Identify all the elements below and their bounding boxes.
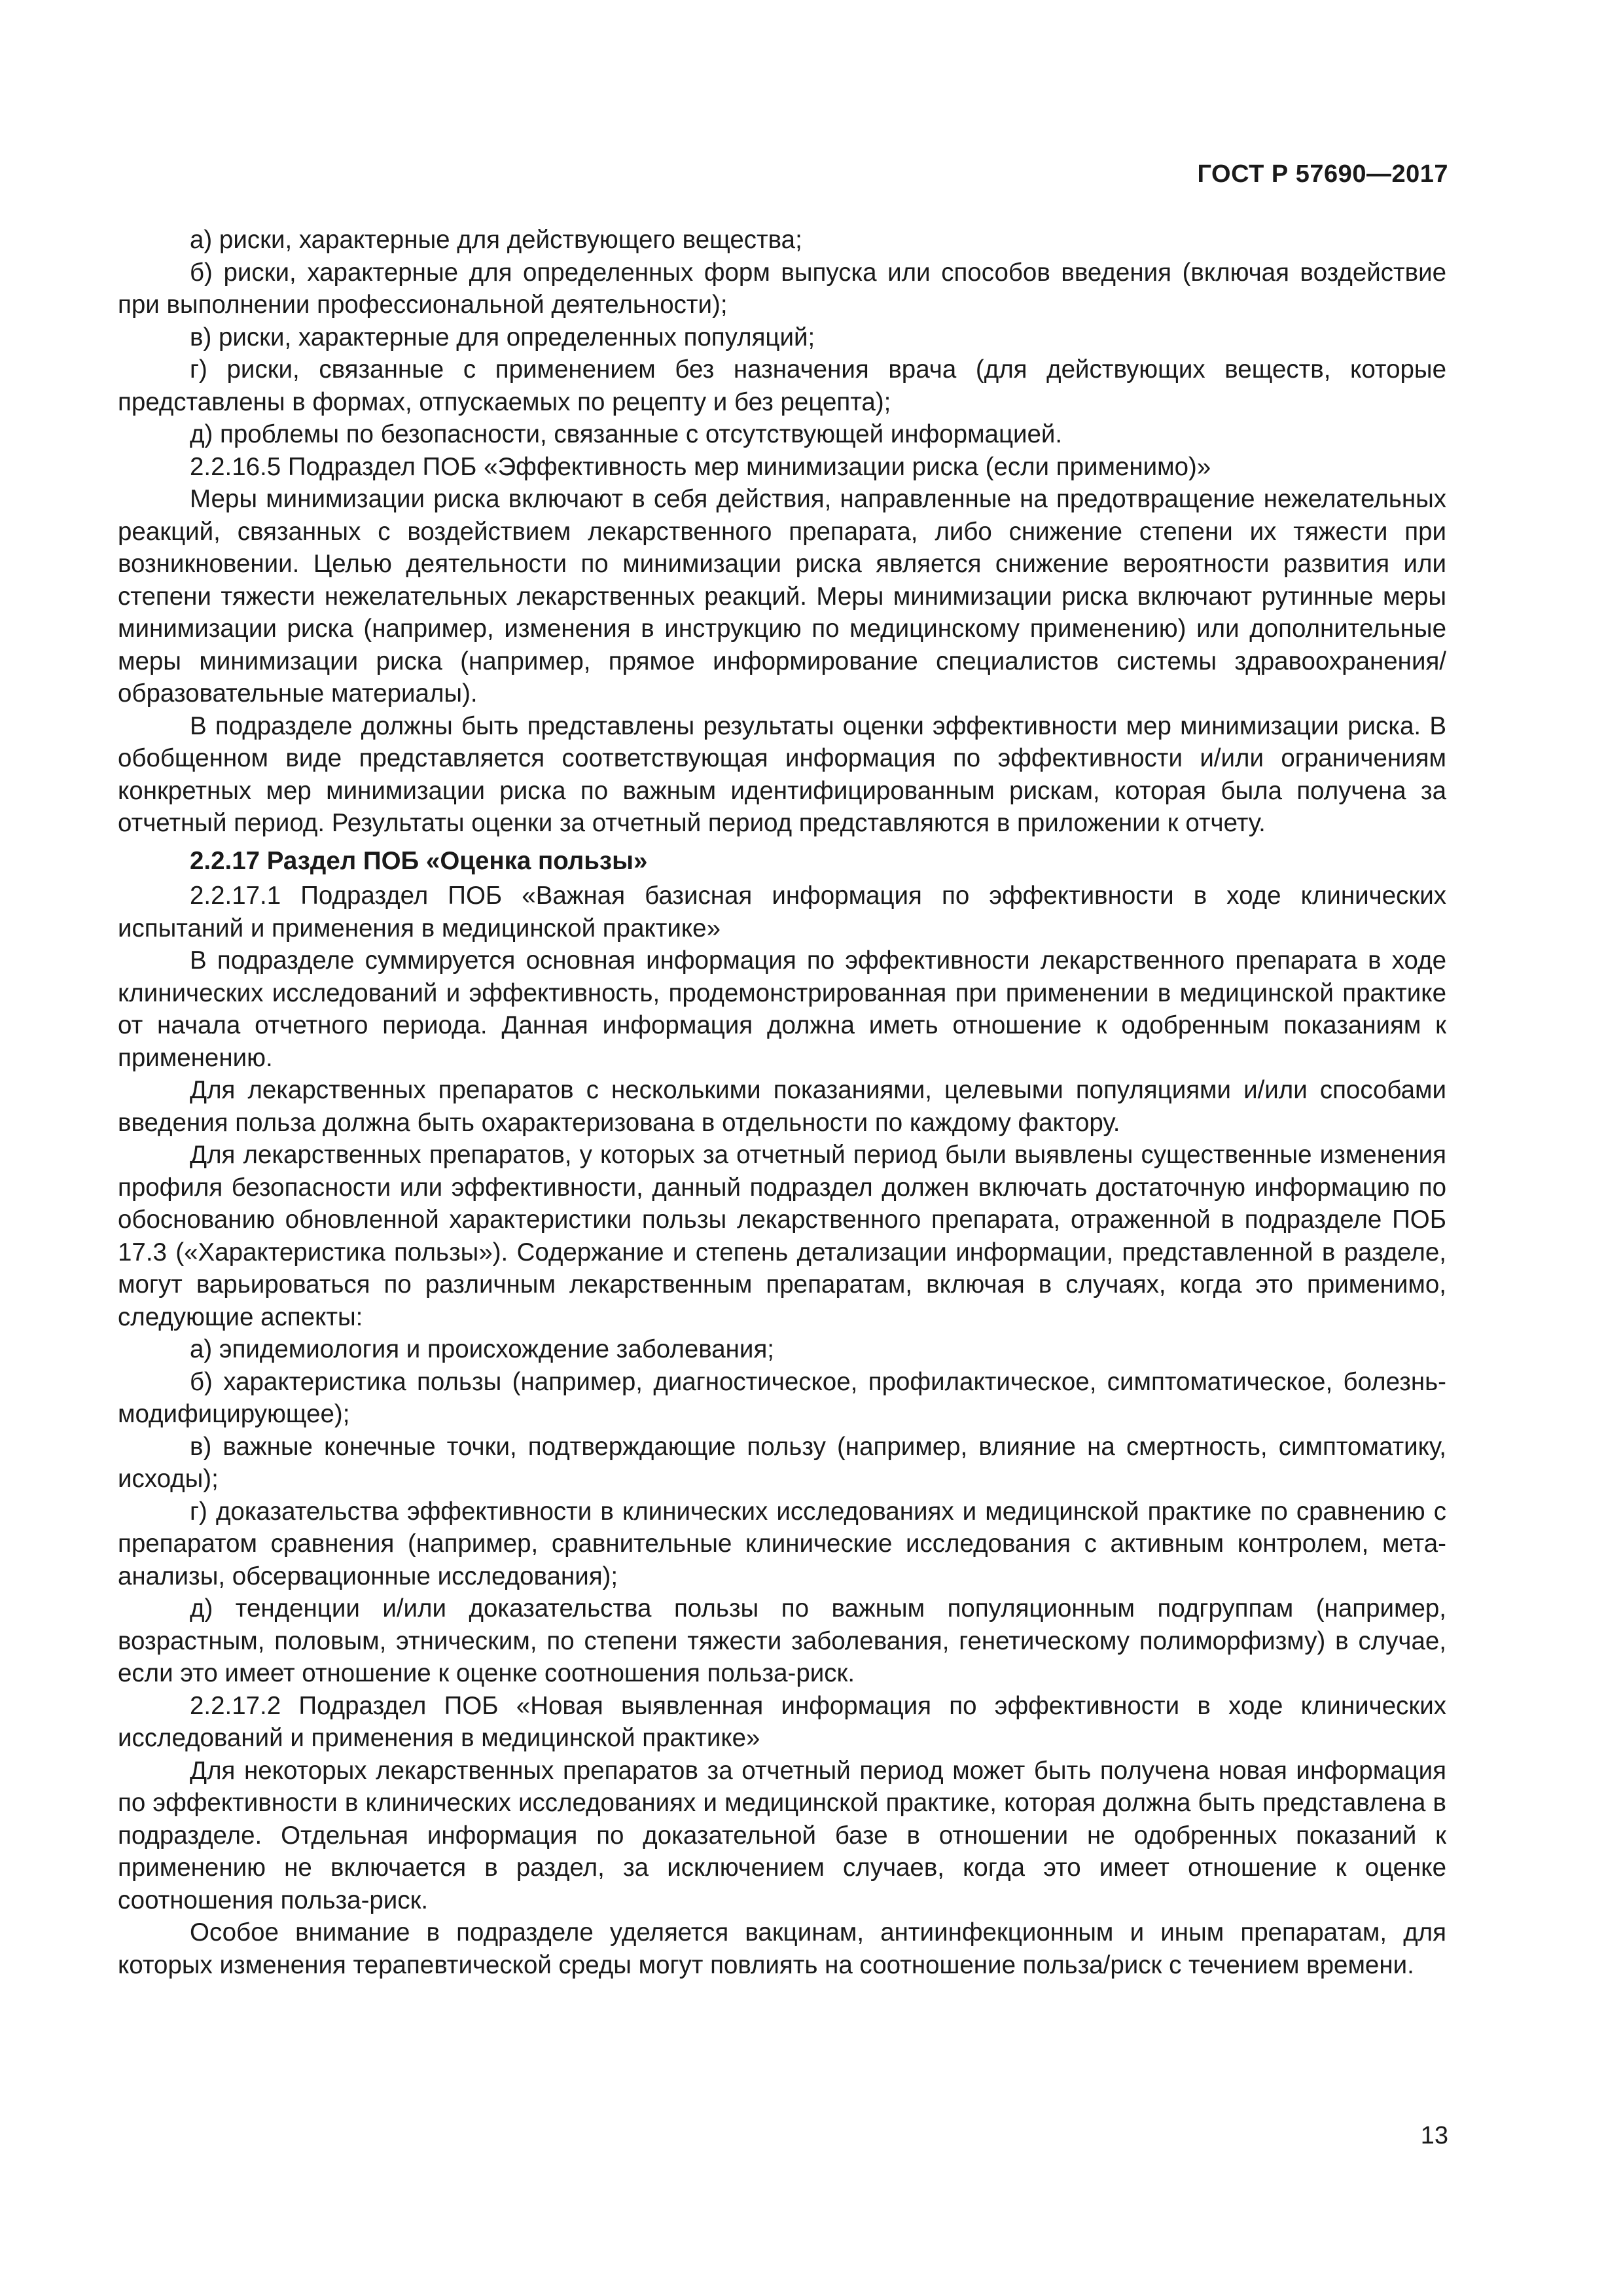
subsection-heading-2-2-16-5: 2.2.16.5 Подраздел ПОБ «Эффективность мер минимизации риска (если применимо)» bbox=[190, 452, 1211, 481]
list-item-a-epidemiology: а) эпидемиология и происхождение заболевания; bbox=[190, 1335, 774, 1363]
subsection-heading-2-2-17-1: 2.2.17.1 Подраздел ПОБ «Важная базисная информация по эффективности в ходе клинических испытаний и применения в медицинской практике» bbox=[118, 882, 1446, 942]
paragraph-efficacy-summary: В подразделе суммируется основная информация по эффективности лекарственного препарата в ходе клинических исследований и эффективность, продемонстрированная при применении в медицинской практике от начала отчетного периода. Данная информация должна иметь отношение к одобренным показаниям к применению. bbox=[118, 946, 1446, 1072]
section-heading-2-2-17: 2.2.17 Раздел ПОБ «Оценка пользы» bbox=[190, 846, 648, 875]
paragraph-special-attention-vaccines: Особое внимание в подразделе уделяется вакцинам, антиинфекционным и иным препаратам, для которых изменения терапевтической среды могут повлиять на соотношение польза/риск с течением времени. bbox=[118, 1918, 1446, 1979]
paragraph-new-efficacy-info: Для некоторых лекарственных препаратов за отчетный период может быть получена новая информация по эффективности в клинических исследованиях и медицинской практике, которая должна быть представлена в подразделе. Отдельная информация по доказательной базе в отношении не одобренных показаний к применению не включается в раздел, за исключением случаев, когда это имеет отношение к оценке соотношения польза-риск. bbox=[118, 1756, 1446, 1914]
list-item-e-missing-info: д) проблемы по безопасности, связанные с отсутствующей информацией. bbox=[190, 420, 1063, 448]
list-item-b-benefit-characteristic: б) характеристика пользы (например, диагностическое, профилактическое, симптоматическое, болезнь-модифицирующее); bbox=[118, 1367, 1446, 1428]
list-item-c-population-risks: в) риски, характерные для определенных популяций; bbox=[190, 323, 815, 351]
list-item-d-efficacy-evidence: г) доказательства эффективности в клинических исследованиях и медицинской практике по сравнению с препаратом сравнения (например, сравнительные клинические исследования с активным контролем, мета-анализы, обсервационные исследования); bbox=[118, 1497, 1446, 1590]
standard-header: ГОСТ Р 57690—2017 bbox=[1197, 160, 1448, 188]
list-item-c-endpoints: в) важные конечные точки, подтверждающие пользу (например, влияние на смертность, симптоматику, исходы); bbox=[118, 1432, 1446, 1493]
paragraph-profile-changes: Для лекарственных препаратов, у которых за отчетный период были выявлены существенные изменения профиля безопасности или эффективности, данный подраздел должен включать достаточную информацию по обоснованию обновленной характеристики пользы лекарственного препарата, отраженной в подразделе ПОБ 17.3 («Характеристика пользы»). Содержание и степень детализации информации, представленной в разделе, могут варьироваться по различным лекарственным препаратам, включая в случаях, когда это применимо, следующие аспекты: bbox=[118, 1141, 1446, 1331]
paragraph-risk-minimization-results: В подразделе должны быть представлены результаты оценки эффективности мер минимизации риска. В обобщенном виде представляется соответствующая информация по эффективности и/или ограничениям конкретных мер минимизации риска по важным идентифицированным рискам, которая была получена за отчетный период. Результаты оценки за отчетный период представляются в приложении к отчету. bbox=[118, 711, 1446, 837]
paragraph-risk-minimization-measures: Меры минимизации риска включают в себя действия, направленные на предотвращение нежелательных реакций, связанных с воздействием лекарственного препарата, либо снижение степени их тяжести при возникновении. Целью деятельности по минимизации риска является снижение вероятности развития или степени тяжести нежелательных лекарственных реакций. Меры минимизации риска включают рутинные меры минимизации риска (например, изменения в инструкцию по медицинскому применению) или дополнительные меры минимизации риска (например, прямое информирование специалистов системы здравоохранения/образовательные материалы). bbox=[118, 485, 1446, 708]
page-number: 13 bbox=[1420, 2122, 1448, 2149]
list-item-a-substance-risks: а) риски, характерные для действующего вещества; bbox=[190, 226, 802, 254]
document-body bbox=[118, 224, 1446, 1981]
list-item-b-dosage-form-risks: б) риски, характерные для определенных форм выпуска или способов введения (включая воздействие при выполнении профессиональной деятельности); bbox=[118, 258, 1446, 319]
list-item-e-subgroup-trends: д) тенденции и/или доказательства пользы по важным популяционным подгруппам (например, возрастным, половым, этническим, по степени тяжести заболевания, генетическому полиморфизму) в случае, если это имеет отношение к оценке соотношения польза-риск. bbox=[118, 1594, 1446, 1687]
subsection-heading-2-2-17-2: 2.2.17.2 Подраздел ПОБ «Новая выявленная информация по эффективности в ходе клинических исследований и применения в медицинской практике» bbox=[118, 1691, 1446, 1752]
paragraph-multiple-indications: Для лекарственных препаратов с несколькими показаниями, целевыми популяциями и/или способами введения польза должна быть охарактеризована в отдельности по каждому фактору. bbox=[118, 1076, 1446, 1137]
list-item-d-otc-risks: г) риски, связанные с применением без назначения врача (для действующих веществ, которые представлены в формах, отпускаемых по рецепту и без рецепта); bbox=[118, 355, 1446, 416]
